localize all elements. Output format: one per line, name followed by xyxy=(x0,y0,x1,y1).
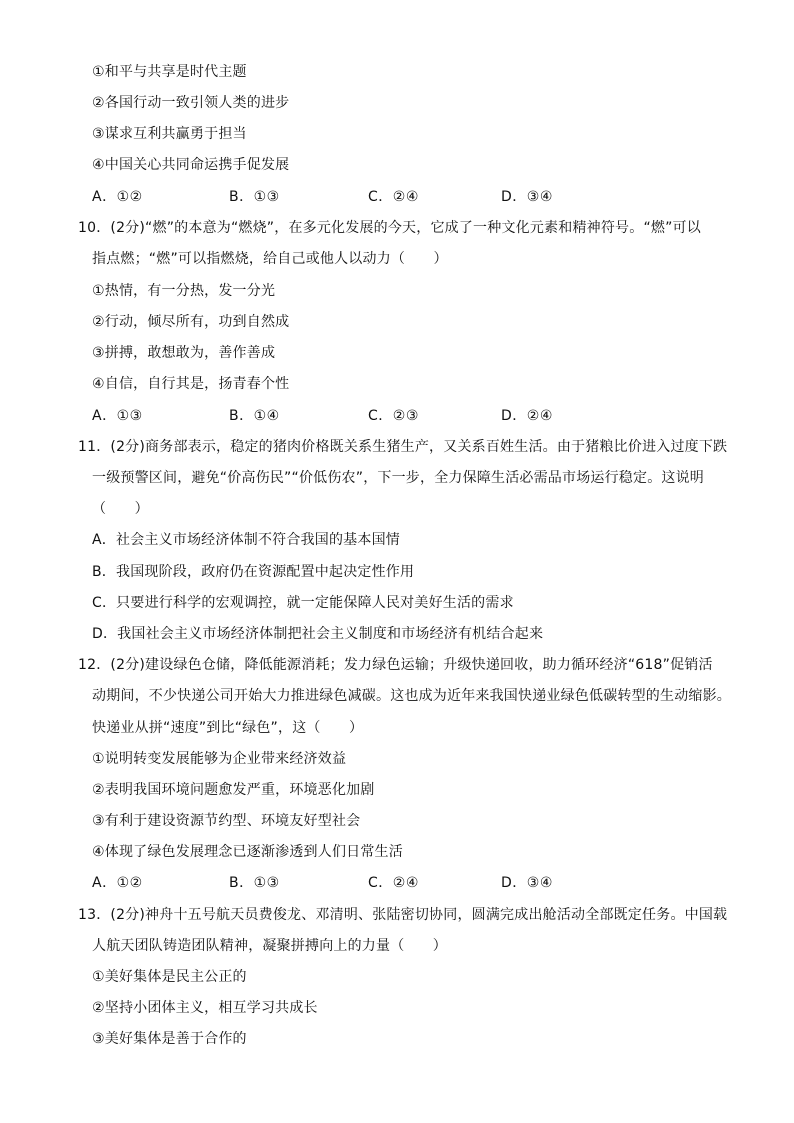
q11-stem-line-3: （ ） xyxy=(92,501,149,517)
q9-option-c: C．②④ xyxy=(368,189,419,205)
q12-item-3: ③有利于建设资源节约型、环境友好型社会 xyxy=(92,813,361,829)
q10-item-1: ①热情，有一分热，发一分光 xyxy=(92,283,276,299)
q10-stem-line-2: 指点燃；“燃”可以指燃烧，给自己或他人以动力（ ） xyxy=(92,251,448,267)
q10-option-b: B．①④ xyxy=(229,408,280,424)
q11-option-a: A．社会主义市场经济体制不符合我国的基本国情 xyxy=(92,532,400,548)
q11-stem-line-2: 一级预警区间，避免“价高伤民”“价低伤农”，下一步，全力保障生活必需品市场运行稳定。这说明 xyxy=(92,470,705,486)
q11-stem-line-1: 11．(2分)商务部表示，稳定的猪肉价格既关系生猪生产，又关系百姓生活。由于猪粮比价进入过度下跌 xyxy=(78,439,728,455)
q9-item-4: ④中国关心共同命运携手促发展 xyxy=(92,157,290,173)
q9-item-1: ①和平与共享是时代主题 xyxy=(92,64,247,80)
q9-option-d: D．③④ xyxy=(501,189,553,205)
q10-option-d: D．②④ xyxy=(501,408,553,424)
q9-item-3: ③谋求互利共赢勇于担当 xyxy=(92,126,247,142)
q10-option-c: C．②③ xyxy=(368,408,419,424)
q12-item-1: ①说明转变发展能够为企业带来经济效益 xyxy=(92,751,347,767)
q10-item-3: ③拼搏，敢想敢为，善作善成 xyxy=(92,345,276,361)
q10-option-a: A．①③ xyxy=(92,408,143,424)
q12-item-2: ②表明我国环境问题愈发严重，环境恶化加剧 xyxy=(92,782,375,798)
q10-stem-line-1: 10．(2分)“燃”的本意为“燃烧”，在多元化发展的今天，它成了一种文化元素和精神符号。“燃”可以 xyxy=(78,220,701,236)
q11-option-c: C．只要进行科学的宏观调控，就一定能保障人民对美好生活的需求 xyxy=(92,595,514,611)
q9-option-a: A．①② xyxy=(92,189,143,205)
q13-item-2: ②坚持小团体主义，相互学习共成长 xyxy=(92,1000,318,1016)
q10-item-2: ②行动，倾尽所有，功到自然成 xyxy=(92,314,290,330)
q12-stem-line-3: 快递业从拼“速度”到比“绿色”，这（ ） xyxy=(92,720,364,736)
q13-item-1: ①美好集体是民主公正的 xyxy=(92,969,247,985)
q13-item-3: ③美好集体是善于合作的 xyxy=(92,1031,247,1047)
q9-item-2: ②各国行动一致引领人类的进步 xyxy=(92,95,290,111)
q12-option-d: D．③④ xyxy=(501,875,553,891)
q12-stem-line-2: 动期间，不少快递公司开始大力推进绿色减碳。这也成为近年来我国快递业绿色低碳转型的生动缩影。 xyxy=(92,688,731,704)
q12-stem-line-1: 12．(2分)建设绿色仓储，降低能源消耗；发力绿色运输；升级快递回收，助力循环经济“618”促销活 xyxy=(78,657,713,673)
q12-option-a: A．①② xyxy=(92,875,143,891)
q10-item-4: ④自信，自行其是，扬青春个性 xyxy=(92,376,290,392)
q12-option-b: B．①③ xyxy=(229,875,280,891)
q13-stem-line-2: 人航天团队铸造团队精神，凝聚拼搏向上的力量（ ） xyxy=(92,938,447,954)
q12-option-c: C．②④ xyxy=(368,875,419,891)
q13-stem-line-1: 13．(2分)神舟十五号航天员费俊龙、邓清明、张陆密切协同，圆满完成出舱活动全部既定任务。中国载 xyxy=(78,907,728,923)
q12-item-4: ④体现了绿色发展理念已逐渐渗透到人们日常生活 xyxy=(92,844,403,860)
q11-option-d: D．我国社会主义市场经济体制把社会主义制度和市场经济有机结合起来 xyxy=(92,626,544,642)
q9-option-b: B．①③ xyxy=(229,189,280,205)
q11-option-b: B．我国现阶段，政府仍在资源配置中起决定性作用 xyxy=(92,564,415,580)
